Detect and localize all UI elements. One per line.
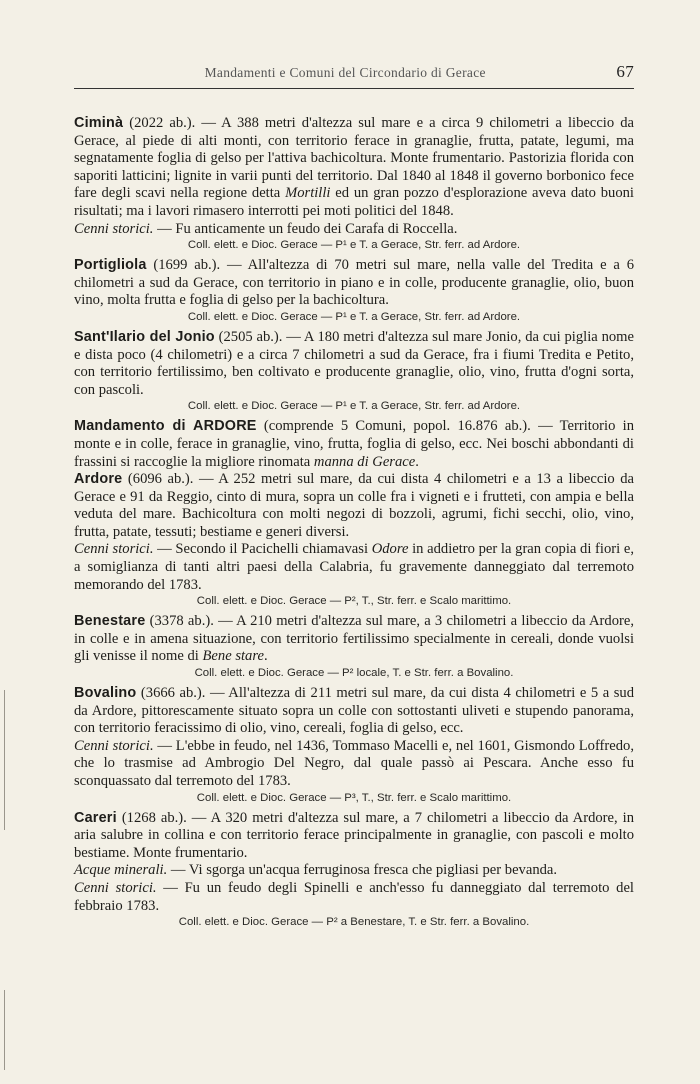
paragraph-text: (6096 ab.). — A 252 metri sul mare, da cui dista 4 chilometri e a 13 a libeccio da Gerace e 91 da Reggio, cinto di mura, sopra un colle fra i vigneti e i frutteti, con ampia e bella veduta del mare. Bachicoltura con molti negozi di bozzoli, agrumi, fichi secchi, olio, vino, frutta, patate, tessuti; bestiame e generi diversi. [74,471,634,540]
paragraph-text: (3666 ab.). — All'altezza di 211 metri sul mare, da cui dista 4 chilometri e 5 a sud da Ardore, pittorescamente situato sopra un colle con sottostanti uliveti e stupendo panorama, con territorio feracissimo di olio, vino, cereali, foglia di gelso, ecc. [74,685,634,737]
section-label: Cenni storici. [74,541,154,558]
paragraph-text: . [415,453,419,470]
electoral-note: Coll. elett. e Dioc. Gerace — P² locale, T. e Str. ferr. a Bovalino. [194,667,514,680]
italic-term: manna di Gerace [313,453,416,470]
electoral-note: Coll. elett. e Dioc. Gerace — P¹ e T. a Gerace, Str. ferr. ad Ardore. [187,400,521,413]
paragraph-text: — L'ebbe in feudo, nel 1436, Tommaso Macelli e, nel 1601, Gismondo Loffredo, che lo trasmise ad Ambrogio Del Negro, dal quale passò ai Pescara. Anche esso fu sconquassato dal terremoto del 1783. [74,737,634,789]
electoral-note: Coll. elett. e Dioc. Gerace — P² a Benestare, T. e Str. ferr. a Bovalino. [178,916,530,929]
paragraph-text: ed un gran pozzo d'esplorazione aveva dato buoni risultati; ma i lavori rimasero interrotti pei moti politici del 1848. [74,185,634,219]
paragraph-text: (3378 ab.). — A 210 metri d'altezza sul mare, a 3 chilometri a libeccio da Ardore, in colle e in amena situazione, con territorio fertilissimo specialmente in cereali, donde vuolsi gli venisse il nome di [74,613,634,665]
entry-name: Benestare [74,613,146,630]
paragraph-text: — Vi sgorga un'acqua ferruginosa fresca che pigliasi per bevanda. [167,862,558,879]
page-number: 67 [616,62,634,81]
margin-mark [4,990,5,1070]
entry-name: Careri [74,809,117,826]
paragraph-text: (1268 ab.). — A 320 metri d'altezza sul mare, a 7 chilometri a libeccio da Ardore, in aria salubre in collina e con territorio ferace principalmente in granaglie, con pascoli e molto bestiame. Monte frumentario. [74,809,634,861]
page-body [74,115,634,928]
paragraph [74,613,634,666]
entry-name: Bovalino [74,685,137,702]
entry [74,613,634,679]
paragraph [74,862,634,880]
paragraph-text: (2022 ab.). — A 388 metri d'altezza sul mare e a circa 9 chilometri a libeccio da Gerace, al piede di alti monti, con territorio ferace in granaglie, frutta, patate, legumi, ma segnatamente foglia di gelso per l'attiva bachicoltura. Monte frumentario. Pastorizia florida con saporiti latticini; lignite in varii punti del territorio. Dal 1840 al 1848 il governo borbonico fece fare degli scavi nella regione detta [74,115,634,202]
entry [74,257,634,323]
paragraph [74,221,634,239]
header-title: Mandamenti e Comuni del Circondario di Gerace [204,65,486,80]
paragraph [74,329,634,399]
paragraph-text: — Fu anticamente un feudo dei Carafa di Roccella. [153,220,458,237]
paragraph-text: (2505 ab.). — A 180 metri d'altezza sul mare Jonio, da cui piglia nome e dista poco (4 chilometri) e a circa 7 chilometri a sud da Gerace, fra i fiumi Tredita e Petito, con territorio fertilissimo, ben coltivato e producente granaglie, olio, vino, frutta d'ogni sorta, con pascoli. [74,328,635,398]
italic-term: Odore [371,541,409,558]
electoral-note: Coll. elett. e Dioc. Gerace — P³, T., Str. ferr. e Scalo marittimo. [196,791,512,804]
italic-term: Mortilli [285,185,331,202]
running-header [74,62,634,89]
entry [74,685,634,804]
entry [74,329,634,412]
entry-name: Ardore [74,471,123,488]
paragraph [74,418,634,471]
electoral-note: Coll. elett. e Dioc. Gerace — P¹ e T. a Gerace, Str. ferr. ad Ardore. [187,310,521,323]
paragraph-text: — Secondo il Pacichelli chiamavasi [153,541,372,558]
section-label: Acque minerali. [74,862,168,879]
paragraph-text: . [263,648,268,665]
entry-name: Mandamento di ARDORE [74,418,257,435]
entry [74,115,634,251]
paragraph-text: — Fu un feudo degli Spinelli e anch'esso fu danneggiato dal terremoto del febbraio 1783. [74,879,634,914]
section-label: Cenni storici. [74,737,154,754]
paragraph [74,685,634,738]
paragraph [74,880,634,915]
paragraph [74,115,634,221]
entry-name: Portigliola [74,257,147,274]
paragraph [74,257,634,310]
paragraph [74,471,634,541]
margin-mark [4,690,5,830]
paragraph-text: (comprende 5 Comuni, popol. 16.876 ab.). — Territorio in monte e in colle, ferace in granaglie, vino, frutta, foglia di gelso, ecc. Nei boschi abbondanti di frassini si raccoglie la migliore rinomata [74,418,634,470]
book-page [74,62,634,934]
entry-name: Sant'Ilario del Jonio [74,328,215,345]
paragraph-text: (1699 ab.). — All'altezza di 70 metri sul mare, nella valle del Tredita e a 6 chilometri a sud da Gerace, con territorio in piano e in colle, producente granaglie, olio, buon vino, molta frutta e foglia di gelso per la bachicoltura. [74,257,634,309]
entry-name: Ciminà [74,115,124,131]
electoral-note: Coll. elett. e Dioc. Gerace — P¹ e T. a Gerace, Str. ferr. ad Ardore. [187,239,521,252]
entry [74,810,634,929]
entry [74,418,634,607]
paragraph [74,810,634,863]
paragraph-text: in addietro per la gran copia di fiori e, a somiglianza di tanti altri paesi della Calabria, fu gravemente danneggiato dal terremoto memorando del 1783. [74,541,634,593]
paragraph [74,738,634,791]
electoral-note: Coll. elett. e Dioc. Gerace — P², T., Str. ferr. e Scalo marittimo. [196,595,512,608]
paragraph [74,541,634,594]
section-label: Cenni storici. [74,879,157,896]
section-label: Cenni storici. [74,220,154,237]
italic-term: Bene stare [202,648,264,665]
